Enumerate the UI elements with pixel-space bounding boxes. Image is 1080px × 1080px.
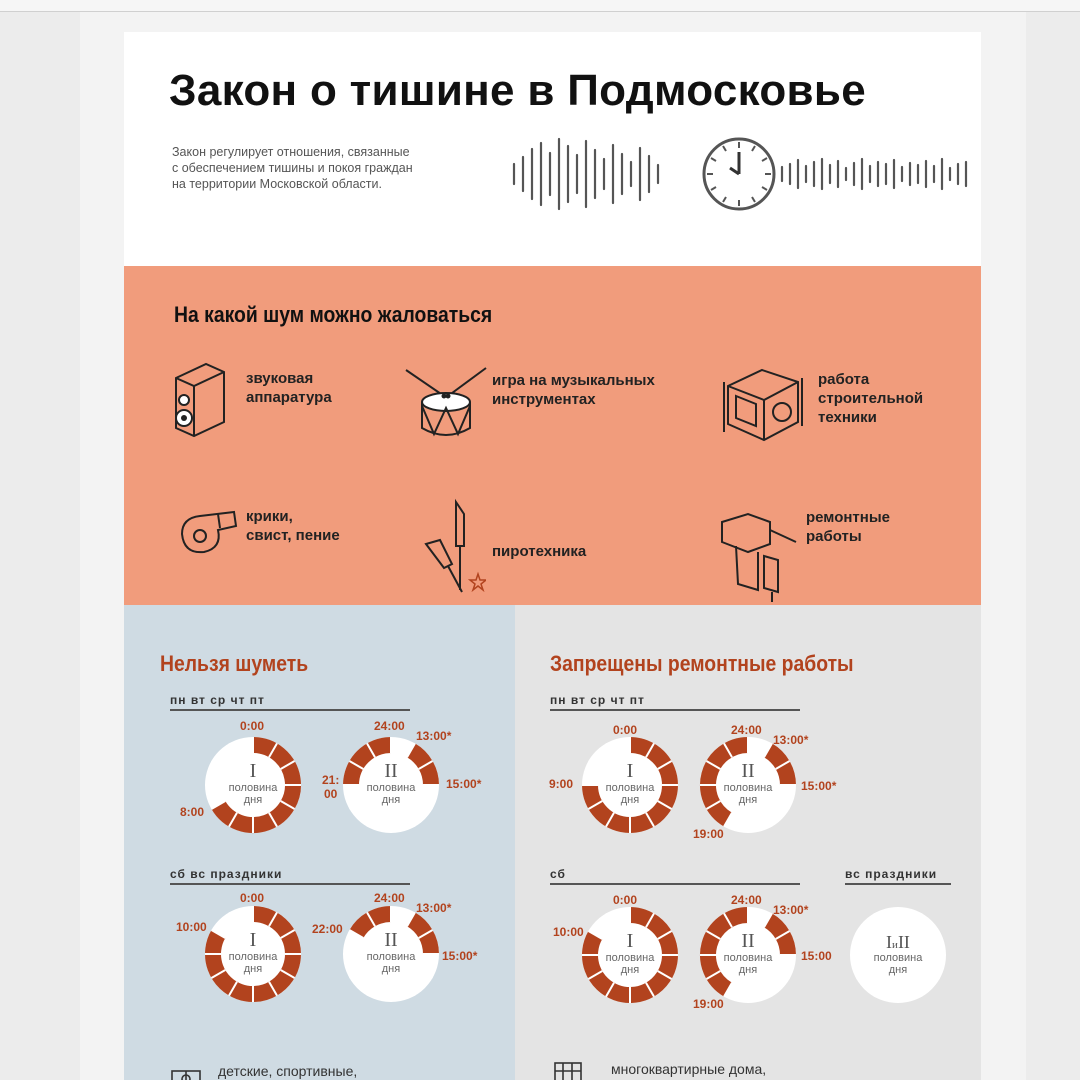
time-label: 24:00 [731, 723, 762, 737]
time-label: 0:00 [240, 719, 265, 733]
weekdays-label: пн вт ср чт пт [550, 693, 800, 711]
complaint-label: крики, свист, пение [246, 508, 340, 544]
complaint-label: игра на музыкальных инструментах [492, 372, 655, 408]
time-label: 15:00* [442, 949, 478, 963]
ring-sunday-full-day: IиII половина дня [849, 906, 947, 1004]
weekdays-label: пн вт ср чт пт [170, 693, 410, 711]
time-label: 15:00* [446, 777, 482, 791]
fireworks-icon [420, 498, 486, 594]
time-label: 22:00 [312, 922, 343, 936]
ring-weekday-first-half: I половина дня [581, 736, 679, 834]
infographic-sheet [124, 32, 981, 1080]
whistle-icon [178, 500, 238, 556]
time-label: 24:00 [374, 719, 405, 733]
complaints-heading: На какой шум можно жаловаться [174, 302, 493, 327]
time-label: 13:00* [416, 901, 452, 915]
weekend-label: сб вс праздники [170, 867, 410, 885]
sunday-holidays-label: вс праздники [845, 867, 951, 885]
time-label: 24:00 [731, 893, 762, 907]
time-label: 0:00 [240, 891, 265, 905]
playground-icon [170, 1067, 202, 1080]
complaint-machinery [722, 362, 923, 446]
sound-wave-clock-icon [510, 128, 970, 218]
bottom-note-right: многоквартирные дома, [611, 1061, 767, 1077]
time-label: 0:00 [613, 893, 638, 907]
time-label: 0:00 [613, 723, 638, 737]
page-title: Закон о тишине в Подмосковье [169, 66, 866, 115]
saturday-label: сб [550, 867, 800, 885]
repair-ban-title: Запрещены ремонтные работы [550, 651, 854, 676]
time-label: 00 [324, 787, 338, 801]
time-label: 13:00* [773, 903, 809, 917]
complaints-section [124, 266, 981, 605]
apartment-building-icon [553, 1061, 583, 1080]
time-label: 8:00 [180, 805, 205, 819]
ring-saturday-second-half: II половина дня [699, 906, 797, 1004]
ring-weekday-second-half: II половина дня [699, 736, 797, 834]
browser-top-bar [0, 0, 1080, 12]
no-noise-title: Нельзя шуметь [160, 651, 309, 676]
time-label: 15:00* [801, 779, 837, 793]
speaker-icon [172, 360, 232, 440]
drill-icon [718, 512, 798, 604]
ring-weekend-second-half: II половина дня [342, 905, 440, 1003]
complaint-pyrotechnics [420, 498, 586, 594]
time-label: 10:00 [176, 920, 207, 934]
time-label: 13:00* [416, 729, 452, 743]
generator-icon [722, 362, 806, 446]
complaint-label: пиротехника [492, 542, 587, 560]
ring-saturday-first-half: I половина дня [581, 906, 679, 1004]
ring-weekday-first-half: I половина дня [204, 736, 302, 834]
ring-weekday-second-half: II половина дня [342, 736, 440, 834]
complaint-label: ремонтные работы [806, 509, 890, 545]
no-noise-panel [124, 605, 515, 1080]
complaint-music [404, 366, 655, 444]
intro-text: Закон регулирует отношения, связанные с обеспечением тишины и покоя граждан на территории Московской области. [172, 145, 413, 191]
time-label: 9:00 [549, 777, 574, 791]
complaint-shouting [178, 500, 340, 556]
time-label: 10:00 [553, 925, 584, 939]
complaint-repair [718, 509, 890, 604]
repair-ban-panel [515, 605, 981, 1080]
time-label: 21: [322, 773, 340, 787]
complaint-audio [172, 360, 332, 440]
complaint-label: звуковая аппаратура [246, 370, 332, 406]
time-label: 19:00 [693, 997, 724, 1011]
drum-icon [404, 366, 488, 444]
complaint-label: работа строительной техники [818, 370, 924, 426]
time-label: 13:00* [773, 733, 809, 747]
ring-weekend-first-half: I половина дня [204, 905, 302, 1003]
bottom-note-left: детские, спортивные, [218, 1063, 358, 1079]
time-label: 24:00 [374, 891, 405, 905]
time-label: 19:00 [693, 827, 724, 841]
time-label: 15:00 [801, 949, 832, 963]
